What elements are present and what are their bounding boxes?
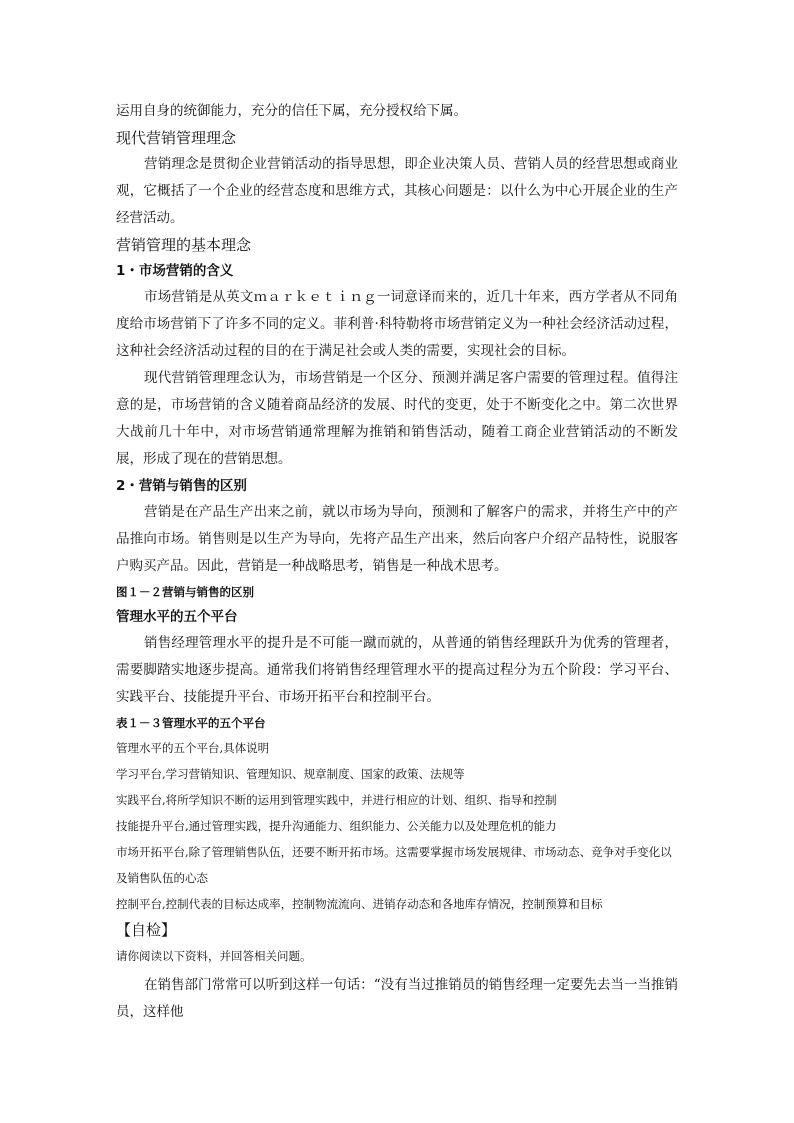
heading-modern-marketing: 现代营销管理理念: [116, 129, 237, 147]
table-row: 技能提升平台,通过管理实践，提升沟通能力、组织能力、公关能力以及处理危机的能力: [116, 819, 557, 833]
figure-caption: 图１－２营销与销售的区别: [116, 585, 254, 599]
paragraph-marketing-concept: 营销理念是贯彻企业营销活动的指导思想，即企业决策人员、营销人员的经营思想或商业观，它概括了一个企业的经营态度和思维方式，其核心问题是：以什么为中心开展企业的生产经营活动。: [116, 156, 678, 226]
table-row: 管理水平的五个平台,具体说明: [116, 741, 270, 755]
section-2-paragraph: 营销是在产品生产出来之前，就以市场为导向，预测和了解客户的需求，并将生产中的产品推向市场。销售则是以生产为导向，先将产品生产出来，然后向客户介绍产品特性，说服客户购买产品。因此，营销是一种战略思考，销售是一种战术思考。: [116, 504, 678, 574]
table-rows: [116, 735, 678, 917]
heading-basic-concepts: 营销管理的基本理念: [116, 236, 252, 254]
section-1-paragraph-2: 现代营销管理理念认为，市场营销是一个区分、预测并满足客户需要的管理过程。值得注意的是，市场营销的含义随着商品经济的发展、时代的变更，处于不断变化之中。第二次世界大战前几十年中，对市场营销通常理解为推销和销售活动，随着工商企业营销活动的不断发展，形成了现在的营销思想。: [116, 370, 678, 467]
table-row: 控制平台,控制代表的目标达成率，控制物流流向、进销存动态和各地库存情况，控制预算和目标: [116, 897, 603, 911]
section-1-title: 1・市场营销的含义: [116, 263, 234, 279]
table-row: 市场开拓平台,除了管理销售队伍，还要不断开拓市场。这需要掌握市场发展规律、市场动态、竞争对手变化以及销售队伍的心态: [116, 845, 672, 885]
section-2-title: 2・营销与销售的区别: [116, 478, 247, 494]
paragraph-intro-line: 运用自身的统御能力，充分的信任下属，充分授权给下属。: [116, 103, 467, 119]
section-3-title: 管理水平的五个平台: [116, 609, 238, 625]
document-page: [116, 98, 678, 1026]
self-check-heading: 【自检】: [116, 921, 177, 939]
table-caption: 表１－３管理水平的五个平台: [116, 716, 266, 730]
table-row: 学习平台,学习营销知识、管理知识、规章制度、国家的政策、法规等: [116, 767, 465, 781]
closing-paragraph: 在销售部门常常可以听到这样一句话：“没有当过推销员的销售经理一定要先去当一当推销员，这样他: [116, 977, 678, 1020]
table-row: 实践平台,将所学知识不断的运用到管理实践中，并进行相应的计划、组织、指导和控制: [116, 793, 557, 807]
section-1-paragraph-1: 市场营销是从英文ｍａｒｋｅｔｉｎｇ一词意译而来的，近几十年来，西方学者从不同角度给市场营销下了许多不同的定义。菲利普·科特勒将市场营销定义为一种社会经济活动过程，这种社会经济活动过程的目的在于满足社会或人类的需要，实现社会的目标。: [116, 289, 678, 359]
self-check-prompt: 请你阅读以下资料，并回答相关问题。: [116, 949, 312, 963]
section-3-paragraph: 销售经理管理水平的提升是不可能一蹴而就的，从普通的销售经理跃升为优秀的管理者，需要脚踏实地逐步提高。通常我们将销售经理管理水平的提高过程分为五个阶段：学习平台、实践平台、技能提升平台、市场开拓平台和控制平台。: [116, 635, 678, 705]
